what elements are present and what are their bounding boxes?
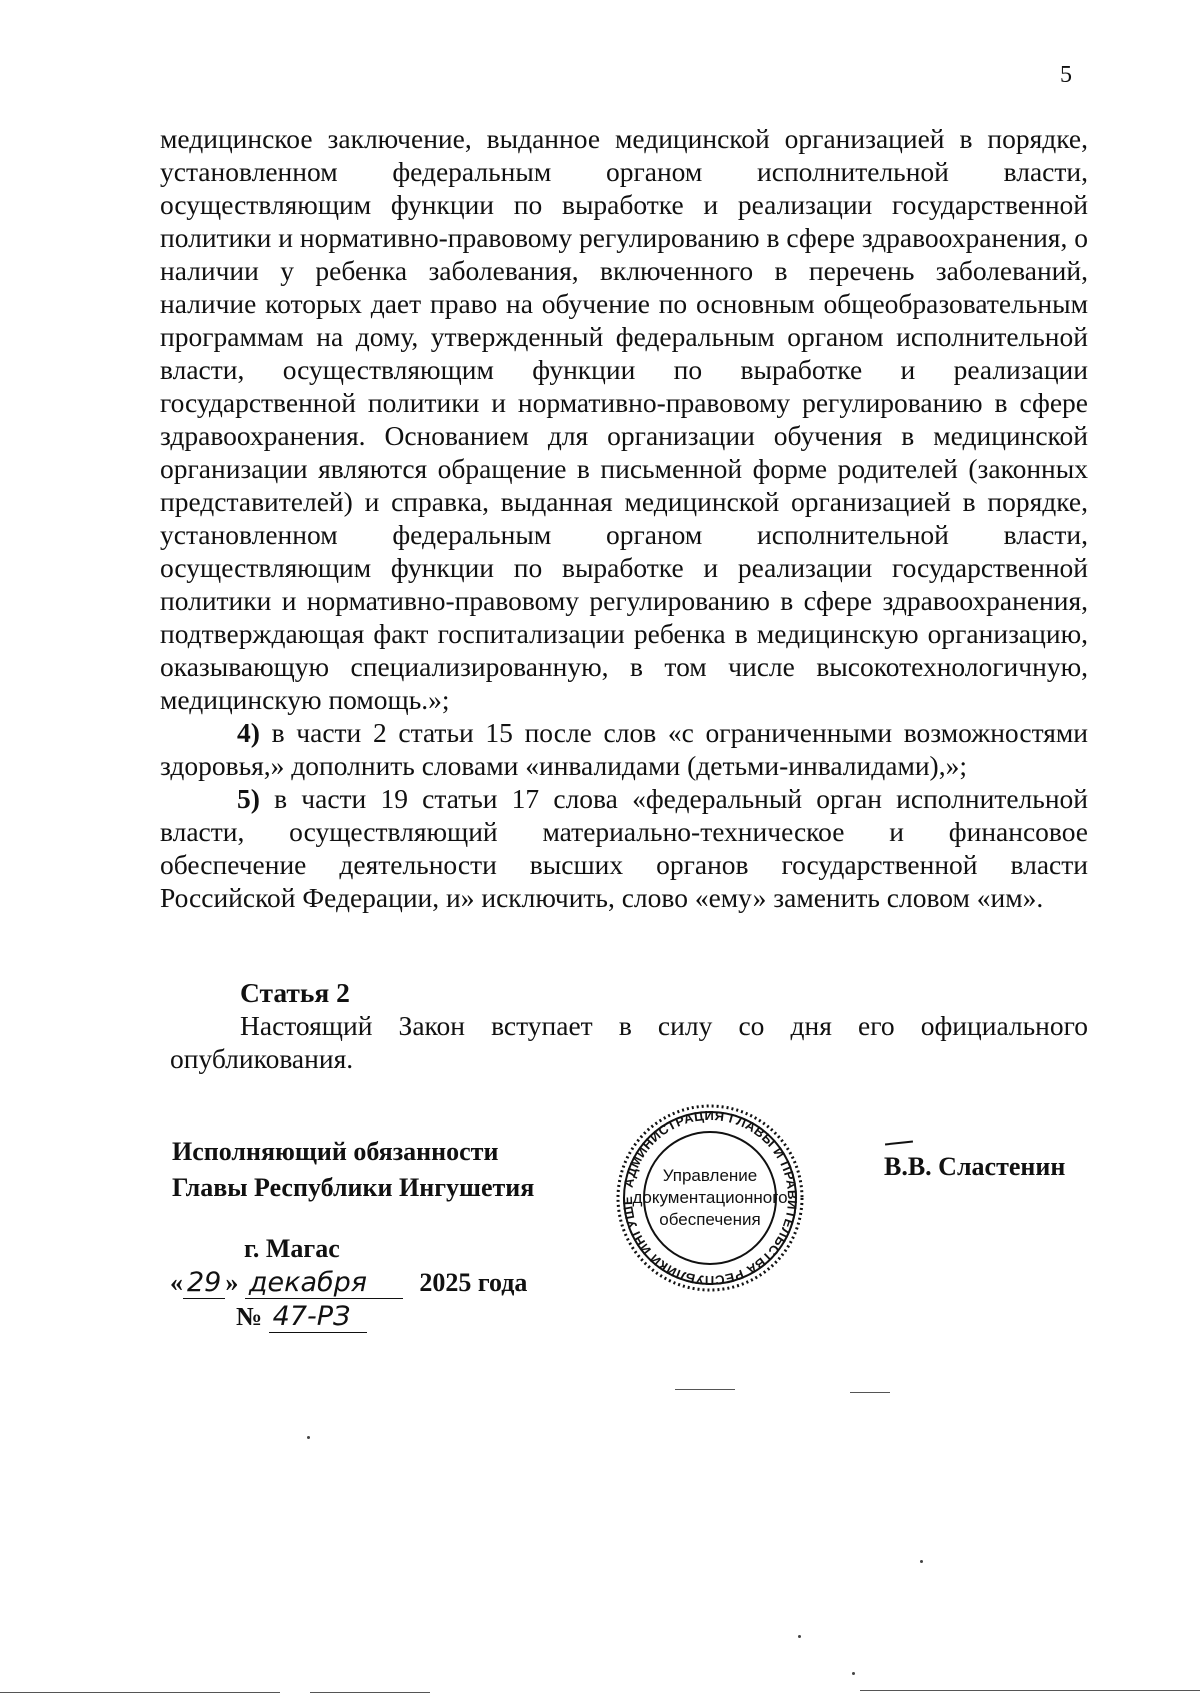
continuation-paragraph: медицинское заключение, выданное медицинской организацией в порядке, установленном федеральным органом исполнительной власти, осуществляющим функции по выработке и реализации государственной политики и нормативно-правовому регулированию в сфере здравоохранения, о наличии у ребенка заболевания, включенного в перечень заболеваний, наличие которых дает право на обучение по основным общеобразовательным программам на дому, утвержденный федеральным органом исполнительной власти, осуществляющим функции по выработке и реализации государственной политики и нормативно-правовому регулированию в сфере здравоохранения. Основанием для организации обучения в медицинской организации являются обращение в письменной форме родителей (законных представителей) и справка, выданная медицинской организацией в порядке, установленном федеральным органом исполнительной власти, осуществляющим функции по выработке и реализации государственной политики и нормативно-правовому регулированию в сфере здравоохранения, подтверждающая факт госпитализации ребенка в медицинскую организацию, оказывающую специализированную, в том числе высокотехнологичную, медицинскую помощь.»;: [160, 123, 1088, 715]
item-text: в части 19 статьи 17 слова «федеральный орган исполнительной власти, осуществляющий материально-техническое и финансовое обеспечение деятельности высших органов государственной власти Российской Федерации, и» исключить, слово «ему» заменить словом «им».: [160, 783, 1089, 913]
signer-position-line-1: Исполняющий обязанности: [172, 1137, 499, 1166]
official-seal: [615, 1103, 805, 1293]
item-number: 4): [237, 717, 260, 748]
item-text: в части 2 статьи 15 после слов «с ограниченными возможностями здоровья,» дополнить словами «инвалидами (детьми-инвалидами),»;: [160, 717, 1088, 781]
scan-speck: [307, 1436, 310, 1439]
seal-ring-text: АДМИНИСТРАЦИЯ ГЛАВЫ И ПРАВИТЕЛЬСТВА РЕСПУБЛИКИ ИНГУШЕ: [619, 1107, 801, 1289]
date-close-quote: »: [225, 1268, 239, 1297]
item-4-paragraph: [160, 716, 1088, 782]
seal-center-line-2: документационного: [632, 1188, 788, 1207]
amendment-text: [160, 122, 1088, 914]
scan-speck: [920, 1560, 923, 1563]
signature-mark: [885, 1141, 913, 1146]
number-label: №: [236, 1302, 263, 1331]
scan-artifact: [0, 1692, 280, 1693]
handwritten-month: декабря: [245, 1268, 403, 1299]
seal-center-line-3: обеспечения: [659, 1210, 761, 1229]
signer-position-line-2: Главы Республики Ингушетия: [172, 1173, 535, 1202]
scan-artifact: [860, 1690, 1200, 1691]
article-2: [170, 976, 1088, 1075]
seal-center-line-1: Управление: [662, 1166, 758, 1185]
scan-speck: [852, 1672, 855, 1675]
article-title: Статья 2: [240, 977, 350, 1008]
scan-artifact: [675, 1389, 735, 1390]
scan-artifact: [850, 1392, 890, 1393]
page-number: 5: [1060, 62, 1072, 88]
item-number: 5): [237, 783, 260, 814]
date-open-quote: «: [170, 1268, 183, 1297]
scan-speck: [798, 1635, 801, 1638]
handwritten-day: 29: [183, 1268, 225, 1299]
date-year: 2025 года: [419, 1268, 528, 1297]
signer-name: В.В. Сластенин: [884, 1152, 1066, 1181]
item-5-paragraph: [160, 782, 1088, 914]
signer-position: [172, 1134, 534, 1206]
scan-artifact: [310, 1692, 430, 1693]
handwritten-number: 47-РЗ: [269, 1302, 367, 1333]
city: г. Магас: [244, 1234, 340, 1263]
law-number-line: [236, 1302, 367, 1333]
date-line: [170, 1268, 527, 1299]
article-text: Настоящий Закон вступает в силу со дня его официального опубликования.: [170, 1010, 1088, 1074]
